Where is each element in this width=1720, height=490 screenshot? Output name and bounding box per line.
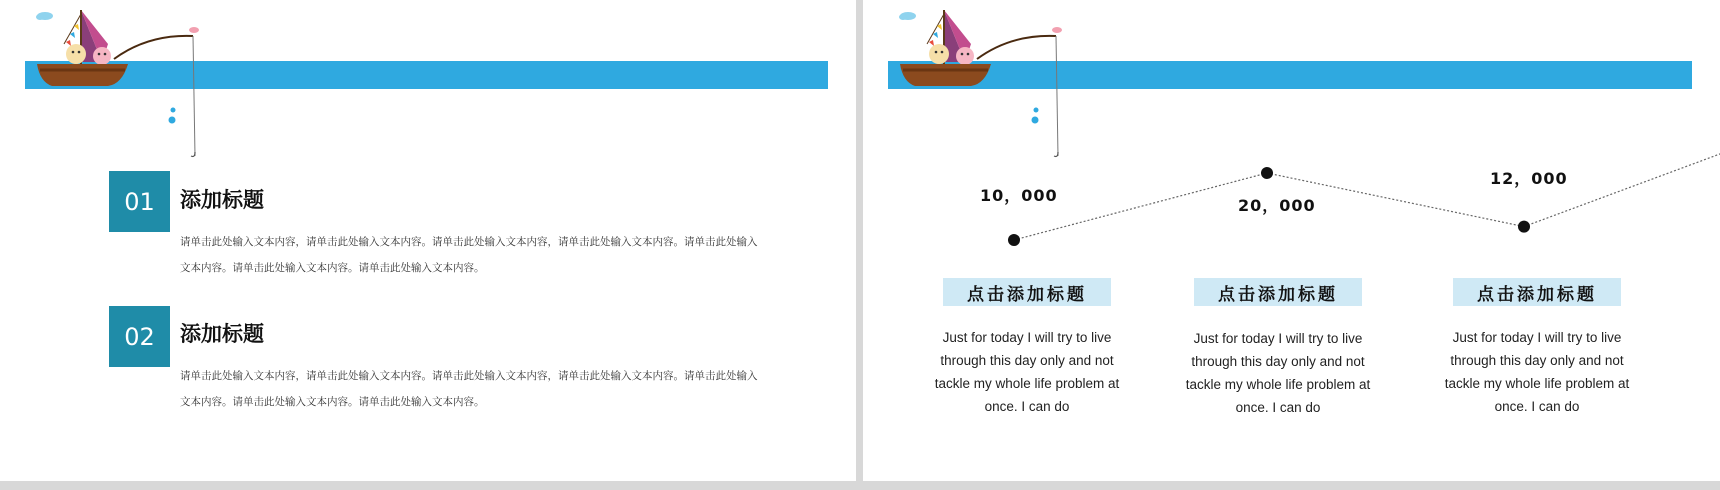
point-value-label-3: 12，000 [1490,169,1568,188]
point-value-label-2: 20，000 [1238,196,1316,215]
column-title-2[interactable]: 点击添加标题 [1194,278,1362,306]
cloud-icon [36,12,53,20]
item-body-02[interactable]: 请单击此处输入文本内容，请单击此处输入文本内容。请单击此处输入文本内容，请单击此处输入文本内容。请单击此处输入文本内容。请单击此处输入文本内容。请单击此处输入文本内容。 [180,370,758,408]
column-body-1[interactable]: Just for today I will try to live through this day only and not tackle my whole life problem at once. I can do [934,330,1120,414]
data-point-marker-2 [1261,167,1273,179]
column-title-3[interactable]: 点击添加标题 [1453,278,1621,306]
column-title-1[interactable]: 点击添加标题 [943,278,1111,306]
item-number-badge-02: 02 [109,306,170,367]
column-body-2[interactable]: Just for today I will try to live through this day only and not tackle my whole life problem at once. I can do [1185,331,1371,415]
item-title-01[interactable]: 添加标题 [180,188,264,212]
item-number-badge-01: 01 [109,171,170,232]
bird-icon [189,27,199,33]
slide-right [863,0,1720,481]
column-body-3[interactable]: Just for today I will try to live through this day only and not tackle my whole life problem at once. I can do [1444,330,1630,414]
point-value-label-1: 10，000 [980,186,1058,205]
data-point-marker-3 [1518,221,1530,233]
slide-left [0,0,856,481]
data-point-marker-1 [1008,234,1020,246]
item-title-02[interactable]: 添加标题 [180,322,264,346]
fishing-boat-illustration [18,4,208,164]
item-body-01[interactable]: 请单击此处输入文本内容，请单击此处输入文本内容。请单击此处输入文本内容，请单击此处输入文本内容。请单击此处输入文本内容。请单击此处输入文本内容。请单击此处输入文本内容。 [180,236,758,274]
